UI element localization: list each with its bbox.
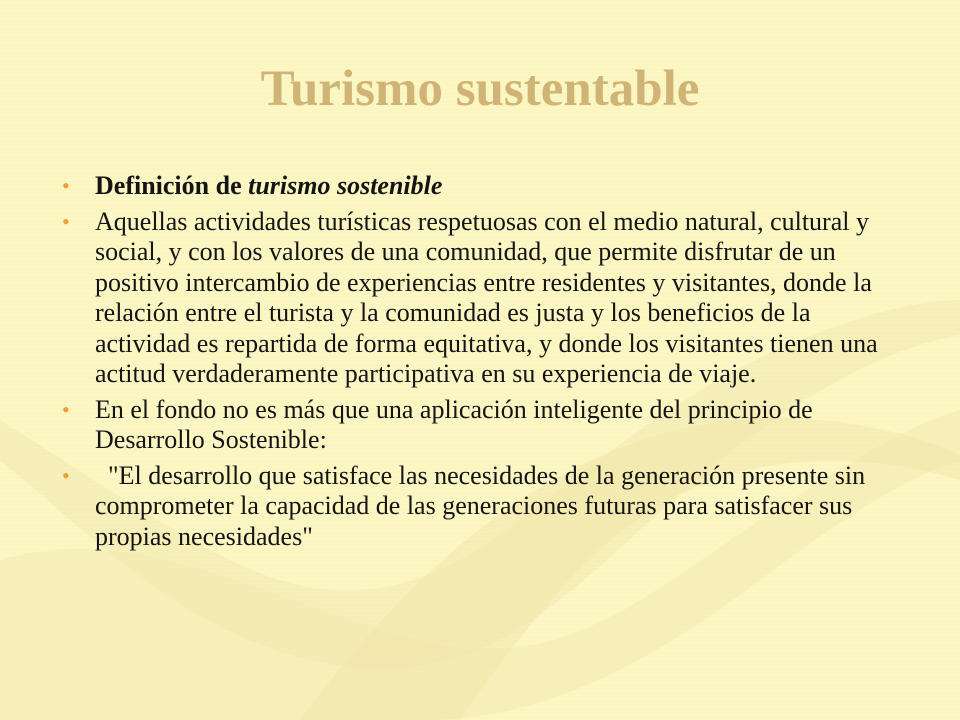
bullet-item-quote [62,461,912,553]
slide-title: Turismo sustentable [260,61,700,117]
bullet-dot-icon: • [62,173,70,198]
quote-text: "El desarrollo que satisface las necesidades de la generación presente sin comprometer la capacidad de las generaciones futuras para satisfacer sus propias necesidades" [95,460,866,551]
bullet-dot-icon: • [62,208,70,234]
bullet-dot-icon: • [62,462,70,488]
definition-lead: Definición de [95,171,249,200]
description-text: Aquellas actividades turísticas respetuosas con el medio natural, cultural y social, y con los valores de una comunidad, que permite disfrutar de un positivo intercambio de experiencias entre residentes y visitantes, donde la relación entre el turista y la comunidad es justa y los beneficios de la actividad es repartida de forma equitativa, y donde los visitantes tienen una actitud verdaderamente participativa en su experiencia de viaje. [95,206,878,388]
bullet-dot-icon: • [62,396,70,422]
bullet-item-principle [62,395,912,456]
definition-heading [95,171,912,202]
definition-term: turismo sostenible [248,171,443,200]
bullet-list [62,171,912,557]
principle-text: En el fondo no es más que una aplicación inteligente del principio de Desarrollo Sostenible: [95,394,813,454]
bullet-item-definition [62,171,912,202]
bullet-item-description [62,207,912,390]
